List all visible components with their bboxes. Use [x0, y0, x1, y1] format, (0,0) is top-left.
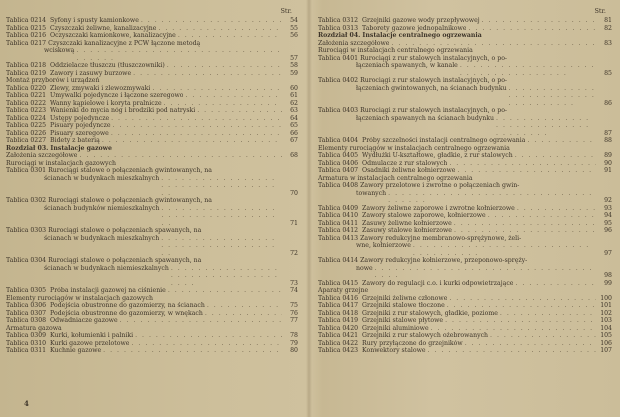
entry-page: 92	[604, 197, 612, 204]
entry-title-continued: wciskową	[44, 47, 75, 54]
entry-page: 77	[290, 317, 298, 324]
toc-entry	[6, 310, 298, 318]
toc-entry	[318, 40, 612, 48]
entry-title-continued: łączeniach spawanych, w kanale	[356, 62, 458, 69]
toc-entry	[318, 137, 612, 145]
chapter-heading: Rozdział 04. Instalacje centralnego ogrzewania	[318, 32, 482, 39]
entry-title: Tablica 0412 Zasuwy stalowe kołnierzowe	[318, 227, 452, 234]
entry-page: 93	[604, 204, 612, 212]
entry-page: 96	[604, 227, 612, 234]
leader-dots	[111, 115, 282, 123]
toc-entry	[6, 115, 298, 123]
leader-dots	[79, 152, 282, 160]
entry-title: Tablica 0305 Próba instalacji gazowej na ciśnienie	[6, 287, 166, 294]
entry-title: Tablica 0408 Zawory przelotowe i zwrotne o połączeniach gwin-	[318, 182, 520, 189]
entry-title: Tablica 0422 Rury przyłączone do grzejników	[318, 339, 463, 347]
toc-entry	[6, 332, 298, 340]
leader-dots	[527, 137, 596, 145]
leader-dots	[490, 332, 596, 340]
toc-entry	[6, 100, 298, 108]
entry-title-continued: łączeniach spawanych na ścianach budynku	[356, 114, 495, 122]
right-page-toc	[318, 8, 612, 355]
entry-page: 103	[600, 317, 612, 324]
entry-title: Tablica 0219 Zawory i zasuwy burzowe	[6, 69, 132, 77]
entry-title-continued: ścianach w budynkach niemieszkalnych	[44, 264, 169, 272]
entry-title: Tablica 0418 Grzejniki z rur stalowych, gładkie, poziome	[318, 309, 498, 317]
leader-dots	[131, 340, 282, 348]
leader-dots	[111, 130, 282, 138]
leader-dots	[449, 160, 596, 168]
toc-entry	[318, 17, 612, 25]
entry-title: Tablica 0312 Grzejniki gazowe wody przepływowej	[318, 17, 480, 24]
entry-title: Tablica 0227 Bidety z baterią	[6, 137, 100, 144]
toc-entry	[318, 152, 612, 160]
leader-dots	[449, 295, 596, 303]
leader-dots	[454, 227, 596, 235]
leader-dots	[178, 32, 282, 40]
leader-dots	[496, 115, 596, 138]
leader-dots	[76, 47, 282, 62]
entry-title: Założenia szczegółowe	[318, 39, 390, 47]
entry-title: Tablica 0306 Podejścia obustronne do gazomierzy, na ścianach	[6, 302, 205, 309]
leader-dots	[515, 280, 596, 288]
entry-title: Tablica 0310 Kurki gazowe przelotowe	[6, 339, 130, 347]
entry-title: Tablica 0402 Rurociągi z rur stalowych instalacyjnych, o po-	[318, 77, 508, 84]
entry-title: Tablica 0411 Zasuwy żeliwne kołnierzowe	[318, 219, 452, 227]
leader-dots	[158, 25, 282, 33]
toc-entry	[6, 340, 298, 348]
toc-entry	[318, 310, 612, 318]
leader-dots	[468, 25, 596, 33]
toc-entry	[318, 160, 612, 168]
toc-entry	[6, 287, 298, 295]
entry-page: 72	[290, 249, 298, 257]
leader-dots	[135, 332, 282, 340]
entry-title: Tablica 0222 Wanny kąpielowe i koryta pralnicze	[6, 99, 162, 107]
entry-title: Tablica 0221 Umywalki pojedyncze i łączone szeregowo	[6, 92, 184, 99]
toc-entry	[6, 107, 298, 115]
leader-dots	[197, 107, 282, 115]
entry-page: 75	[290, 302, 298, 309]
entry-page: 106	[600, 339, 612, 347]
entry-page: 88	[604, 137, 612, 144]
toc-entry	[318, 325, 612, 333]
entry-title-continued: towanych	[356, 189, 387, 197]
toc-entry	[318, 212, 612, 220]
entry-title: Tablica 0419 Grzejniki stalowe płytowe	[318, 317, 444, 324]
toc-entry	[6, 197, 298, 227]
entry-page: 102	[600, 309, 612, 317]
entry-page: 98	[604, 272, 612, 279]
entry-title: Tablica 0220 Zlewy, zmywaki i zlewozmywaki	[6, 84, 151, 92]
leader-dots	[460, 62, 596, 77]
toc-entry	[318, 302, 612, 310]
toc-entry	[318, 340, 612, 348]
entry-title: Tablica 0224 Ustępy pojedyncze	[6, 114, 110, 122]
leader-dots	[428, 347, 596, 355]
entry-page: 55	[290, 24, 298, 32]
leader-dots	[465, 340, 596, 348]
leader-dots	[509, 85, 596, 108]
entry-page: 81	[604, 17, 612, 24]
leader-dots	[164, 100, 282, 108]
toc-entry	[318, 167, 612, 175]
entry-title: Tablica 0301 Rurociągi stalowe o połączeniach gwintowanych, na	[6, 167, 212, 174]
entry-page: 85	[604, 69, 612, 77]
toc-entry	[318, 182, 612, 205]
entry-page: 79	[290, 339, 298, 347]
leader-dots	[500, 310, 596, 318]
entry-title-continued: łączeniach gwintowanych, na ścianach budynku	[356, 84, 507, 92]
entry-page: 90	[604, 159, 612, 167]
toc-list	[318, 17, 612, 355]
entry-title-continued: nowe	[356, 264, 373, 272]
leader-dots	[517, 205, 596, 213]
entry-page: 91	[604, 167, 612, 174]
entry-title: Tablica 0307 Podejścia obustronne do gazomierzy, w wnękach	[6, 309, 203, 317]
entry-title: Tablica 0414 Zawory redukcyjne kołnierzowe, przeponowo-spręży-	[318, 257, 528, 264]
entry-title: Tablica 0313 Taborety gazowe jednopalnikowe	[318, 24, 467, 32]
entry-title: Tablica 0215 Czyszczaki żeliwne, kanalizacyjne	[6, 24, 157, 32]
entry-page: 87	[604, 129, 612, 137]
entry-title: Tablica 0225 Pisuary pojedyncze	[6, 122, 111, 129]
entry-title: Tablica 0404 Próby szczelności instalacji centralnego ogrzewania	[318, 137, 526, 144]
entry-title: Tablica 0304 Rurociągi stalowe o połączeniach spawanych, na	[6, 257, 202, 264]
toc-entry	[6, 92, 298, 100]
leader-dots	[445, 317, 596, 325]
toc-entry	[318, 295, 612, 303]
entry-page: 80	[290, 347, 298, 354]
toc-entry	[6, 302, 298, 310]
toc-entry	[6, 167, 298, 197]
leader-dots	[103, 347, 282, 355]
toc-entry	[6, 347, 298, 355]
section-heading: Rurociągi w instalacjach centralnego ogrzewania	[318, 47, 473, 54]
entry-page: 73	[290, 279, 298, 287]
entry-title: Tablica 0405 Wydłużki U-kształtowe, gładkie, z rur stalowych	[318, 152, 513, 159]
leader-dots	[457, 167, 596, 175]
entry-page: 94	[604, 212, 612, 219]
leader-dots	[161, 205, 282, 228]
leader-dots	[454, 220, 596, 228]
entry-page: 95	[604, 219, 612, 227]
toc-entry	[318, 77, 612, 107]
entry-title: Tablica 0421 Grzejniki z rur stalowych ożebrowanych	[318, 332, 489, 339]
toc-entry	[318, 280, 612, 288]
entry-title: Tablica 0309 Kurki, kołumienki i palniki	[6, 332, 134, 339]
entry-title-continued: wne, kołnierzowe	[356, 242, 411, 249]
entry-title-continued: ścianach budynków niemieszkalnych	[44, 204, 160, 212]
leader-dots	[488, 212, 596, 220]
toc-entry	[6, 70, 298, 78]
toc-entry	[318, 227, 612, 235]
entry-title: Tablica 0409 Zawory żeliwne zaporowe i zwrotne kołnierzowe	[318, 204, 515, 212]
entry-title: Tablica 0226 Pisuary szeregowe	[6, 129, 109, 137]
leader-dots	[102, 137, 282, 145]
toc-entry	[318, 317, 612, 325]
entry-page: 100	[600, 294, 612, 302]
entry-page: 60	[290, 84, 298, 92]
entry-title: Tablica 0403 Rurociągi z rur stalowych instalacyjnych, o po-	[318, 107, 508, 114]
page-fold	[306, 0, 312, 417]
leader-dots	[413, 242, 596, 257]
toc-entry	[6, 62, 298, 70]
entry-page: 71	[290, 219, 298, 227]
leader-dots	[113, 122, 282, 130]
section-heading: Armatura gazowa	[6, 324, 62, 332]
entry-page: 89	[604, 152, 612, 159]
entry-page: 59	[290, 69, 298, 77]
entry-title-continued: ścianach w budynkach mieszkalnych	[44, 174, 160, 182]
left-page-toc	[6, 8, 298, 355]
leader-dots	[391, 40, 596, 48]
entry-page: 70	[290, 189, 298, 197]
toc-entry	[318, 332, 612, 340]
entry-page: 105	[600, 332, 612, 339]
entry-page: 63	[290, 107, 298, 114]
chapter-heading: Rozdział 03. Instalacje gazowe	[6, 144, 112, 152]
entry-page: 64	[290, 114, 298, 122]
entry-page: 62	[290, 99, 298, 107]
entry-title: Tablica 0223 Wanienki do mycia nóg i brodziki pod natryski	[6, 107, 196, 114]
leader-dots	[171, 265, 282, 288]
entry-title: Tablica 0308 Odwadniacze gazowe	[6, 317, 118, 324]
entry-page: 104	[600, 324, 612, 332]
toc-entry	[318, 257, 612, 280]
leader-dots	[482, 17, 596, 25]
page-number: 4	[24, 399, 29, 408]
entry-page: 74	[290, 287, 298, 294]
entry-page: 67	[290, 137, 298, 144]
entry-page: 66	[290, 129, 298, 137]
leader-dots	[161, 235, 282, 258]
entry-title: Tablica 0417 Grzejniki stalowe tłoczone	[318, 302, 445, 309]
toc-entry	[6, 257, 298, 287]
toc-entry	[318, 25, 612, 33]
entry-title: Tablica 0216 Oczyszczaki kamionkowe, kanalizacyjne	[6, 32, 176, 39]
entry-title: Tablica 0410 Zawory stalowe zaporowe, kołnierzowe	[318, 212, 486, 219]
toc-entry	[6, 152, 298, 160]
entry-page: 83	[604, 39, 612, 47]
toc-entry	[6, 317, 298, 325]
toc-entry	[6, 25, 298, 33]
entry-page: 86	[604, 99, 612, 107]
leader-dots	[168, 287, 282, 295]
entry-page: 97	[604, 249, 612, 257]
leader-dots	[447, 302, 596, 310]
leader-dots	[388, 190, 596, 205]
toc-entry	[6, 40, 298, 63]
entry-page: 54	[290, 17, 298, 24]
entry-title: Tablica 0217 Czyszczaki kanalizacyjne z PCW łączone metodą	[6, 39, 201, 47]
section-heading: Elementy rurociągów w instalacjach centralnego ogrzewania	[318, 144, 510, 152]
leader-dots	[205, 310, 282, 318]
leader-dots	[515, 152, 596, 160]
entry-title: Tablica 0303 Rurociągi stalowe o połączeniach spawanych, na	[6, 227, 202, 234]
entry-title: Tablica 0406 Odmulacze z rur stalowych	[318, 159, 448, 167]
section-heading: Aparaty grzejne	[318, 287, 369, 294]
entry-title: Tablica 0218 Oddzielacze tłuszczu (tłuszczowniki)	[6, 62, 165, 69]
entry-page: 56	[290, 32, 298, 39]
toc-entry	[6, 85, 298, 93]
entry-title: Tablica 0214 Syfony i spusty kamionkowe	[6, 17, 139, 24]
leader-dots	[185, 92, 282, 100]
toc-entry	[318, 107, 612, 137]
entry-page: 101	[600, 302, 612, 309]
entry-title: Tablica 0416 Grzejniki żeliwne członowe	[318, 294, 448, 302]
entry-title: Tablica 0311 Kuchnie gazowe	[6, 347, 102, 354]
entry-page: 61	[290, 92, 298, 99]
entry-page: 57	[290, 54, 298, 62]
leader-dots	[152, 85, 282, 93]
toc-entry	[6, 32, 298, 40]
str-header: Str.	[280, 7, 292, 15]
leader-dots	[375, 265, 596, 280]
entry-title-continued: ścianach w budynkach mieszkalnych	[44, 234, 160, 242]
entry-title: Tablica 0413 Zawory redukcyjne membranowo-sprężynowe, żeli-	[318, 234, 522, 242]
section-heading: Montaż przyborów i urządzeń	[6, 77, 100, 84]
toc-entry	[6, 17, 298, 25]
entry-page: 99	[604, 279, 612, 287]
section-heading: Elementy rurociągów w instalacjach gazowych	[6, 294, 153, 302]
entry-page: 82	[604, 24, 612, 32]
entry-page: 65	[290, 122, 298, 129]
entry-title: Tablica 0415 Zawory do regulacji c.o. i kurki odpowietrzające	[318, 279, 514, 287]
section-heading: Rurociągi w instalacjach gazowych	[6, 159, 116, 167]
leader-dots	[207, 302, 282, 310]
leader-dots	[431, 325, 596, 333]
entry-page: 78	[290, 332, 298, 339]
leader-dots	[167, 62, 282, 70]
toc-entry	[6, 122, 298, 130]
entry-title: Tablica 0407 Osadniki żeliwne kołnierzowe	[318, 167, 456, 174]
toc-entry	[6, 227, 298, 257]
entry-page: 76	[290, 309, 298, 317]
entry-title: Założenia szczegółowe	[6, 152, 78, 159]
entry-title: Tablica 0401 Rurociągi z rur stalowych instalacyjnych, o po-	[318, 54, 508, 62]
toc-entry	[318, 235, 612, 258]
entry-title: Tablica 0420 Grzejniki aluminiowe	[318, 324, 429, 332]
toc-list	[6, 17, 298, 355]
str-header: Str.	[594, 7, 606, 15]
toc-entry	[6, 137, 298, 145]
leader-dots	[133, 70, 282, 78]
leader-dots	[161, 175, 282, 198]
entry-page: 58	[290, 62, 298, 69]
entry-title: Tablica 0423 Konwektory stalowe	[318, 347, 426, 354]
toc-entry	[318, 55, 612, 78]
toc-entry	[318, 347, 612, 355]
toc-entry	[318, 220, 612, 228]
toc-entry	[6, 130, 298, 138]
leader-dots	[141, 17, 282, 25]
entry-page: 107	[600, 347, 612, 354]
leader-dots	[120, 317, 282, 325]
entry-page: 68	[290, 152, 298, 159]
entry-title: Tablica 0302 Rurociągi stalowe o połączeniach gwintowanych, na	[6, 197, 212, 204]
section-heading: Armatura w instalacjach centralnego ogrzewania	[318, 174, 473, 182]
toc-entry	[318, 205, 612, 213]
